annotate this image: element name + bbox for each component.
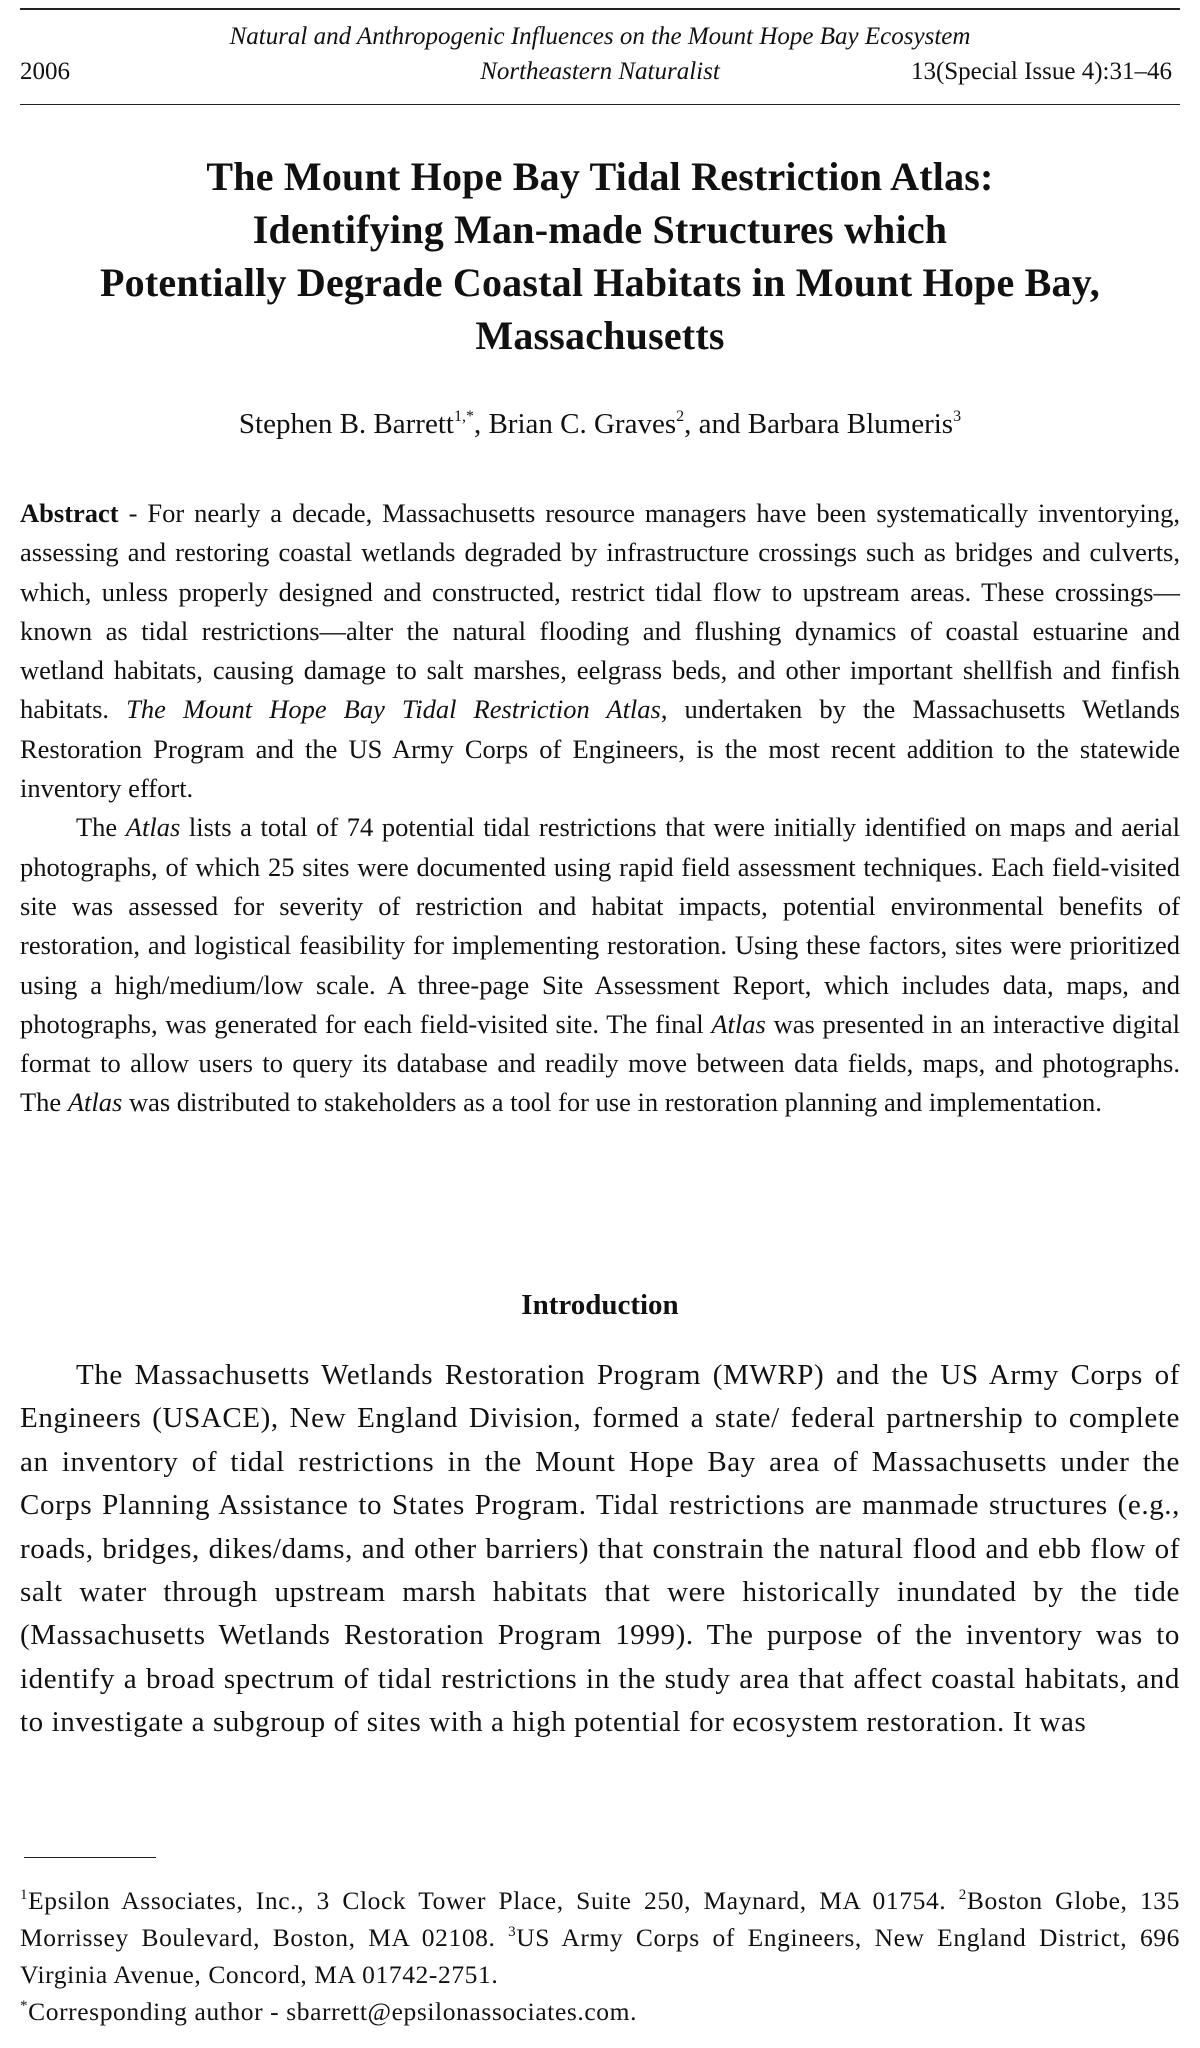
author-name: Barbara Blumeris bbox=[747, 408, 954, 440]
article-title bbox=[20, 150, 1180, 362]
author-affiliation-mark: 1,* bbox=[453, 408, 474, 425]
abstract bbox=[20, 494, 1180, 1123]
abstract-text: was distributed to stakeholders as a tool for use in restoration planning and implementation. bbox=[122, 1087, 1102, 1118]
atlas-italic: Atlas bbox=[125, 812, 181, 843]
title-line: Identifying Man-made Structures which bbox=[252, 207, 948, 252]
author-affiliation-mark: 2 bbox=[676, 408, 685, 425]
author-separator: , bbox=[473, 408, 489, 440]
series-title: Natural and Anthropogenic Influences on the Mount Hope Bay Ecosystem bbox=[229, 23, 971, 50]
running-header bbox=[20, 56, 1180, 88]
abstract-text: was presented in an interactive digital format to allow users to query its database and readily move between data fields, maps, and photographs. The bbox=[20, 1008, 1180, 1118]
footnote-mark: 3 bbox=[508, 1924, 517, 1940]
footnote-text: US Army Corps of Engineers, New England District, 696 Virginia Avenue, Concord, MA 01742-2751. bbox=[20, 1923, 1180, 1989]
footnote-rule bbox=[24, 1857, 156, 1858]
abstract-text: , undertaken by the Massachusetts Wetlands Restoration Program and the US Army Corps of Engineers, is the most recent addition to the statewide inventory effort. bbox=[20, 694, 1180, 804]
author-separator: , and bbox=[684, 408, 748, 440]
footnote-mark: 1 bbox=[20, 1887, 29, 1903]
journal-page bbox=[20, 0, 1180, 2048]
footnote-mark: * bbox=[20, 1998, 29, 2014]
footnote-corresponding bbox=[20, 1993, 1180, 2030]
volume-pages: 13(Special Issue 4):31–46 bbox=[910, 58, 1172, 85]
footnotes bbox=[20, 1882, 1180, 2030]
abstract-paragraph bbox=[20, 808, 1180, 1122]
title-line: Potentially Degrade Coastal Habitats in Mount Hope Bay, bbox=[100, 260, 1100, 305]
author-name: Brian C. Graves bbox=[488, 408, 677, 440]
introduction-body bbox=[20, 1354, 1180, 1745]
abstract-paragraph bbox=[20, 494, 1180, 808]
author-list bbox=[20, 406, 1180, 442]
atlas-italic: Atlas bbox=[711, 1008, 766, 1039]
section-heading-introduction: Introduction bbox=[521, 1289, 679, 1321]
title-line: The Mount Hope Bay Tidal Restriction Atlas: bbox=[206, 154, 994, 199]
abstract-label: Abstract bbox=[20, 498, 119, 528]
footnote-affiliations bbox=[20, 1882, 1180, 1993]
atlas-title-italic: The Mount Hope Bay Tidal Restriction Atlas bbox=[126, 694, 661, 725]
title-line: Massachusetts bbox=[475, 313, 725, 358]
introduction-paragraph: The Massachusetts Wetlands Restoration Program (MWRP) and the US Army Corps of Engineers (USACE), New England Division, formed a state/ federal partnership to complete an inventory of tidal restrictions in the Mount Hope Bay area of Massachusetts under the Corps Planning Assistance to States Program. Tidal restrictions are manmade structures (e.g., roads, bridges, dikes/dams, and other barriers) that constrain the natural flood and ebb flow of salt water through upstream marsh habitats that were historically inundated by the tide (Massachusetts Wetlands Restoration Program 1999). The purpose of the inventory was to identify a broad spectrum of tidal restrictions in the study area that affect coastal habitats, and to investigate a subgroup of sites with a high potential for ecosystem restoration. It was bbox=[20, 1359, 1180, 1739]
abstract-text: lists a total of 74 potential tidal restrictions that were initially identified on maps and aerial photographs, of which 25 sites were documented using rapid field assessment techniques. Each field-visited site was assessed for severity of restriction and habitat impacts, potential environmental benefits of restoration, and logistical feasibility for implementing restoration. Using these factors, sites were prioritized using a high/medium/low scale. A three-page Site Assessment Report, which includes data, maps, and photographs, was generated for each field-visited site. The final bbox=[20, 812, 1180, 1039]
author-name: Stephen B. Barrett bbox=[238, 408, 454, 440]
footnote-text: Boston Globe, 135 Morrissey Boulevard, Boston, MA 02108. bbox=[20, 1886, 1180, 1952]
journal-name: Northeastern Naturalist bbox=[480, 58, 720, 85]
footnote-mark: 2 bbox=[958, 1887, 967, 1903]
publication-year: 2006 bbox=[20, 58, 70, 85]
corresponding-author-email[interactable]: Corresponding author - sbarrett@epsilonassociates.com. bbox=[28, 1997, 638, 2026]
abstract-text: - For nearly a decade, Massachusetts resource managers have been systematically inventorying, assessing and restoring coastal wetlands degraded by infrastructure crossings such as bridges and culverts, which, unless properly designed and constructed, restrict tidal flow to upstream areas. These crossings—known as tidal restrictions—alter the natural flooding and flushing dynamics of coastal estuarine and wetland habitats, causing damage to salt marshes, eelgrass beds, and other important shellfish and finfish habitats. bbox=[20, 498, 1180, 725]
author-affiliation-mark: 3 bbox=[953, 408, 962, 425]
abstract-text: The bbox=[76, 812, 126, 843]
atlas-italic: Atlas bbox=[67, 1087, 123, 1118]
header-rule bbox=[20, 104, 1180, 105]
footnote-text: Epsilon Associates, Inc., 3 Clock Tower Place, Suite 250, Maynard, MA 01754. bbox=[28, 1886, 959, 1915]
top-rule bbox=[20, 8, 1180, 10]
